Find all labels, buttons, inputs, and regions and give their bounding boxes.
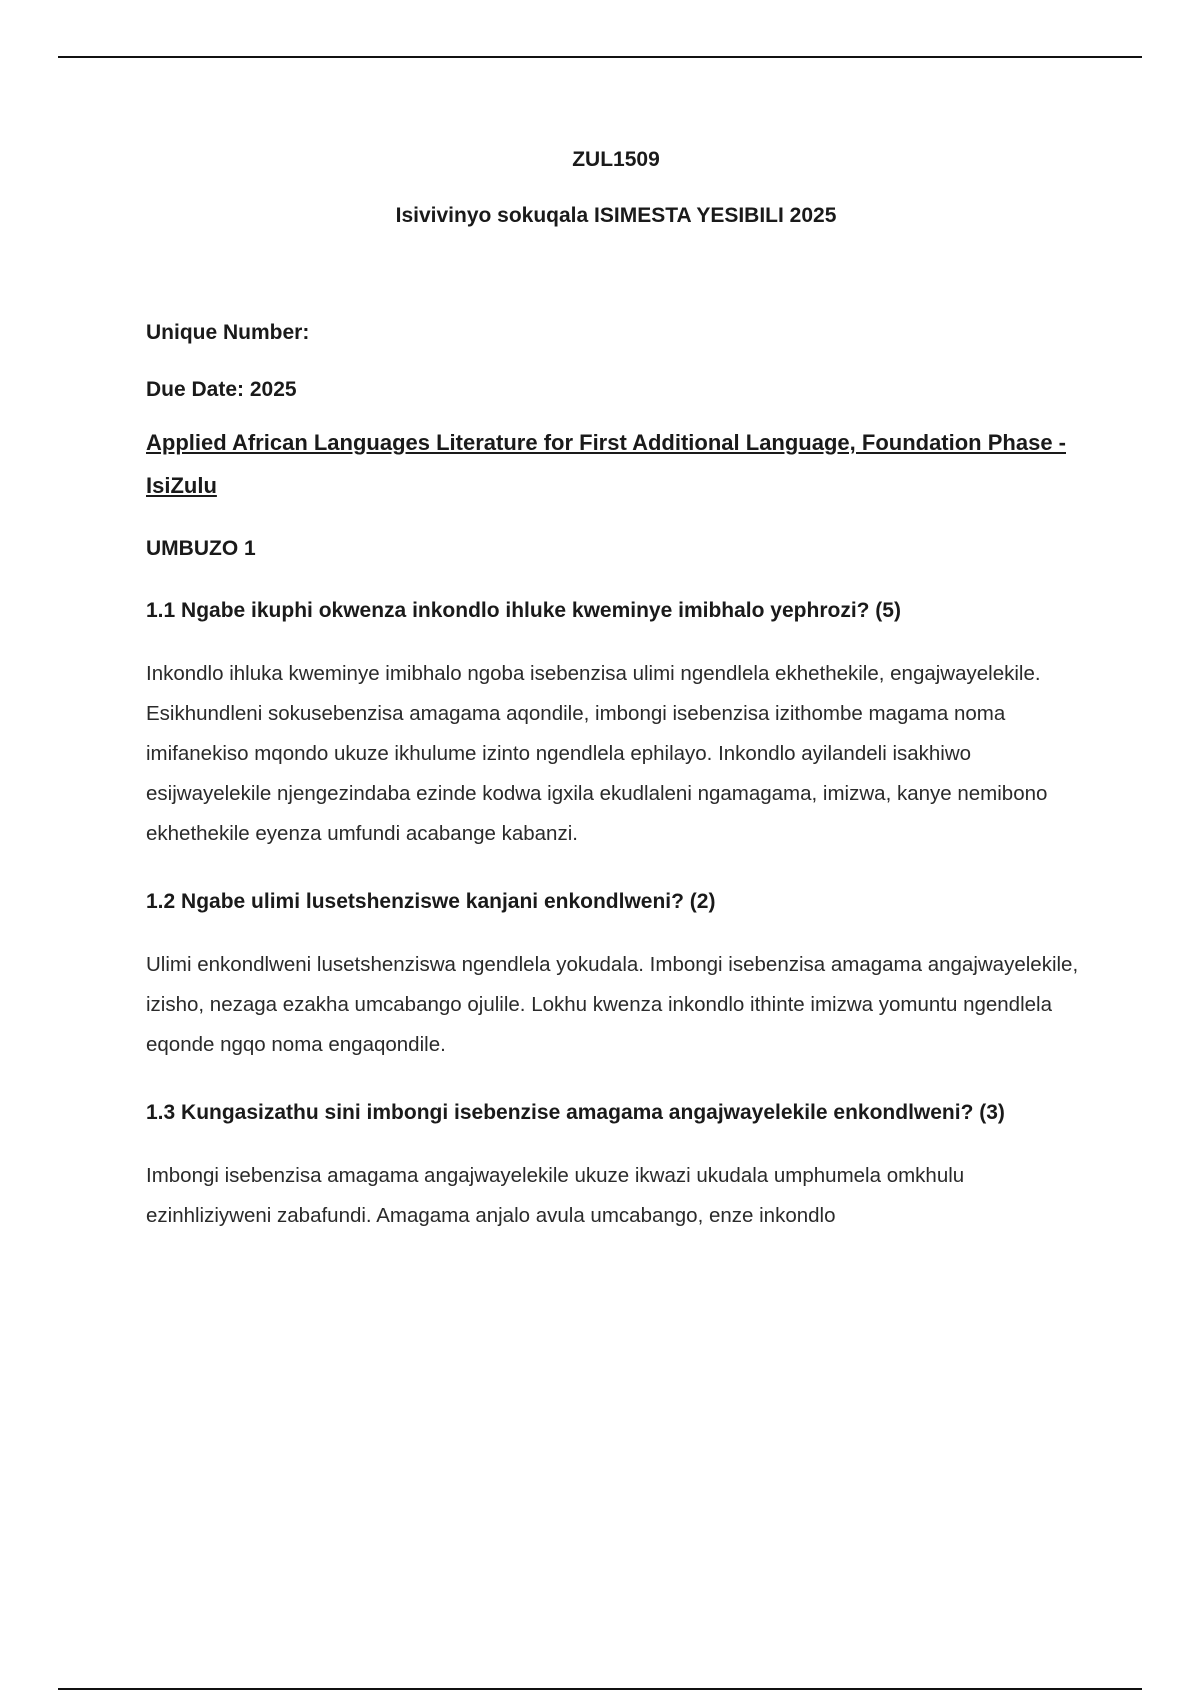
answer-1-2: Ulimi enkondlweni lusetshenziswa ngendlela yokudala. Imbongi isebenzisa amagama angajwayelekile, izisho, nezaga ezakha umcabango ojulile. Lokhu kwenza inkondlo ithinte imizwa yomuntu ngendlela eqonde ngqo noma engaqondile.	[146, 953, 1079, 1056]
answer-1-1: Inkondlo ihluka kweminye imibhalo ngoba isebenzisa ulimi ngendlela ekhethekile, engajwayelekile. Esikhundleni sokusebenzisa amagama aqondile, imbongi isebenzisa izithombe magama noma imifanekiso mqondo ukuze ikhulume izinto ngendlela ephilayo. Inkondlo ayilandeli isakhiwo esijwayelekile njengezindaba ezinde kodwa igxila ekudlaleni ngamagama, imizwa, kanye nemibono ekhethekile eyenza umfundi acabange kabanzi.	[146, 662, 1048, 845]
section-heading: UMBUZO 1	[146, 537, 256, 560]
assessment-title: Isivivinyo sokuqala ISIMESTA YESIBILI 2025	[395, 204, 837, 227]
question-1-1: 1.1 Ngabe ikuphi okwenza inkondlo ihluke kweminye imibhalo yephrozi? (5)	[146, 599, 901, 622]
top-rule	[58, 56, 1142, 58]
bottom-rule	[58, 1688, 1142, 1690]
course-code: ZUL1509	[572, 148, 660, 171]
answer-1-3: Imbongi isebenzisa amagama angajwayelekile ukuze ikwazi ukudala umphumela omkhulu ezinhliziyweni zabafundi. Amagama anjalo avula umcabango, enze inkondlo	[146, 1164, 965, 1227]
due-date-label: Due Date: 2025	[146, 378, 297, 401]
module-title: Applied African Languages Literature for First Additional Language, Foundation Phase - IsiZulu	[146, 430, 1066, 498]
question-1-3: 1.3 Kungasizathu sini imbongi isebenzise amagama angajwayelekile enkondlweni? (3)	[146, 1101, 1005, 1124]
question-1-2: 1.2 Ngabe ulimi lusetshenziswe kanjani enkondlweni? (2)	[146, 890, 716, 913]
document-page	[146, 140, 1086, 1236]
unique-number-label: Unique Number:	[146, 321, 310, 344]
